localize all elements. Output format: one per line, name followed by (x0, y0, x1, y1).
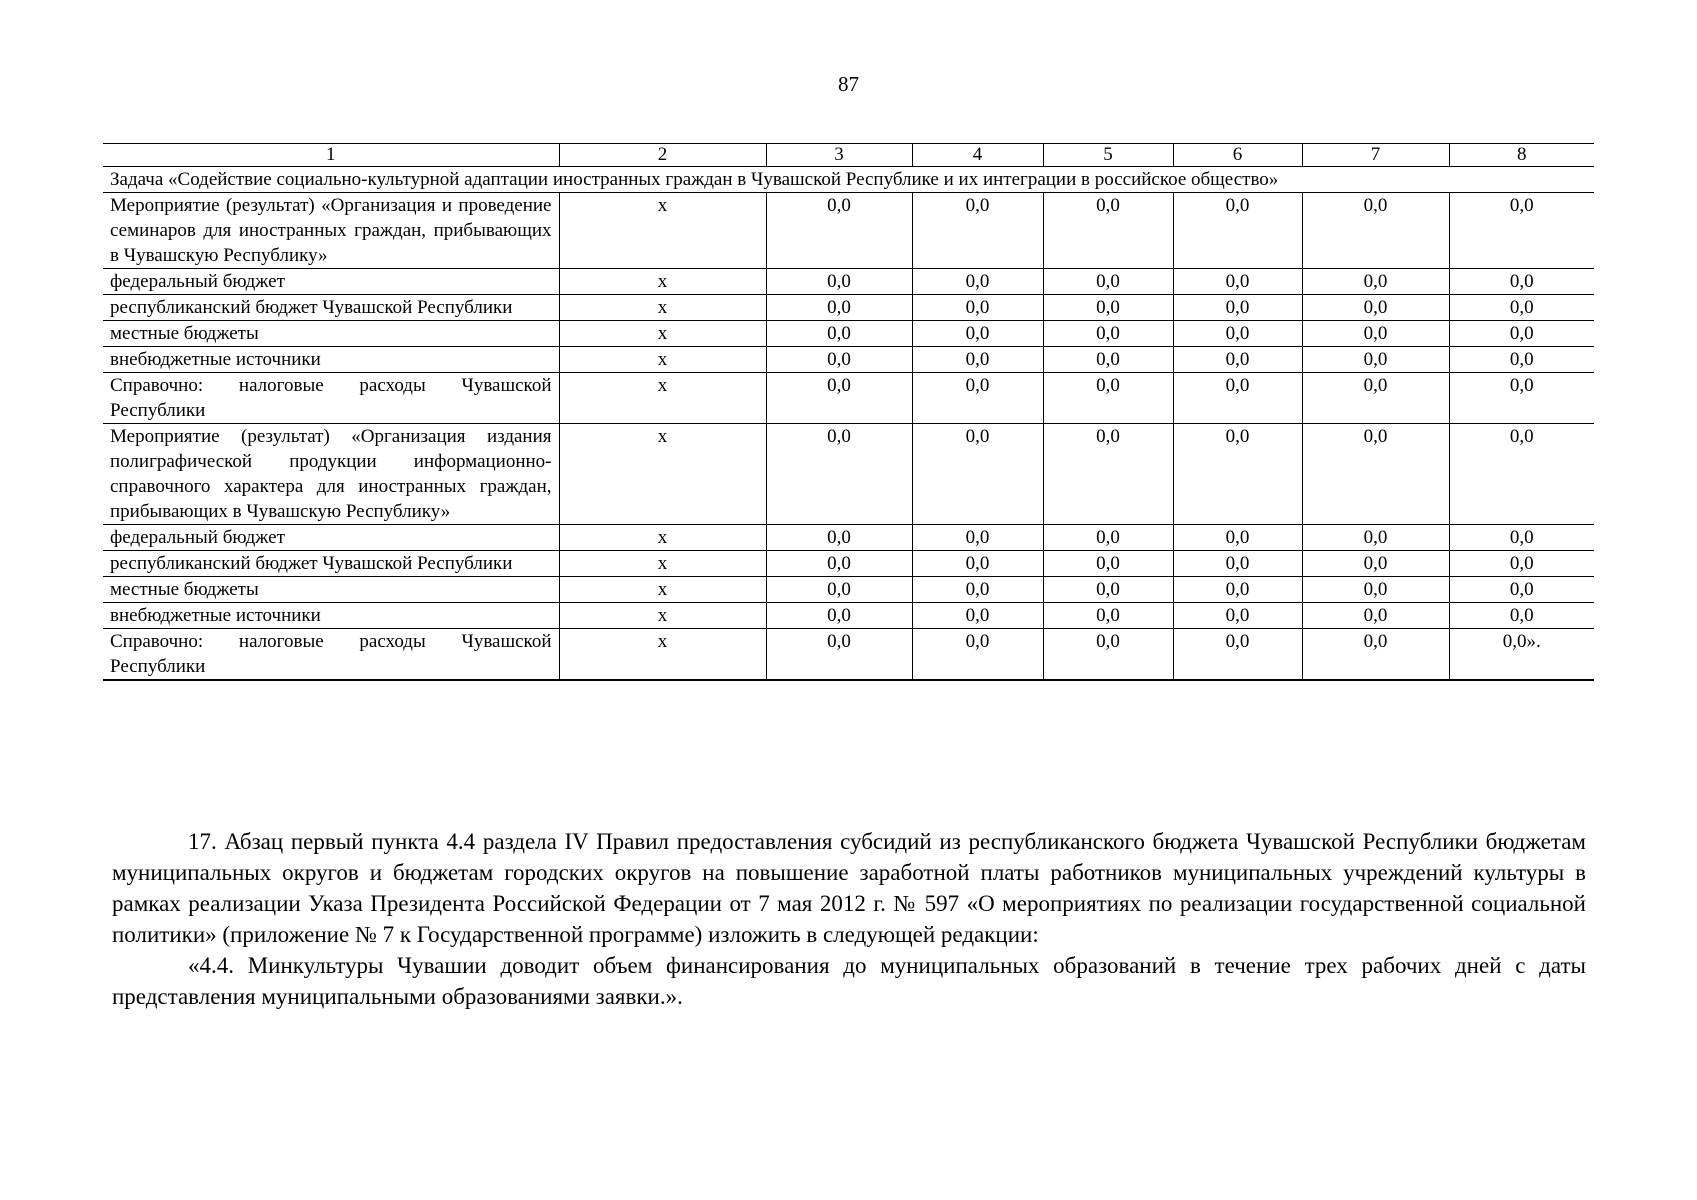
value-cell: 0,0 (1173, 603, 1302, 629)
value-cell: 0,0 (766, 577, 912, 603)
value-cell: 0,0 (1173, 193, 1302, 269)
row-label-cell: федеральный бюджет (103, 269, 559, 295)
table-row (103, 551, 1594, 577)
value-cell: 0,0 (766, 603, 912, 629)
value-cell: x (559, 424, 766, 525)
value-cell: 0,0 (1449, 373, 1594, 424)
table-row (103, 193, 1594, 269)
value-cell: 0,0 (1043, 269, 1173, 295)
value-cell: 0,0 (1173, 373, 1302, 424)
column-header: 5 (1043, 144, 1173, 167)
table-row (103, 603, 1594, 629)
table-row (103, 269, 1594, 295)
value-cell: 0,0 (912, 321, 1043, 347)
value-cell: 0,0 (766, 424, 912, 525)
amendment-text (112, 826, 1586, 1012)
value-cell: 0,0». (1449, 629, 1594, 681)
table-row (103, 347, 1594, 373)
value-cell: 0,0 (912, 347, 1043, 373)
value-cell: 0,0 (1302, 347, 1449, 373)
task-title: Задача «Содействие социально-культурной адаптации иностранных граждан в Чувашской Республике и их интеграции в российское общество» (103, 167, 1594, 193)
row-label-cell: внебюджетные источники (103, 347, 559, 373)
value-cell: 0,0 (766, 193, 912, 269)
column-header-row (103, 144, 1594, 167)
value-cell: 0,0 (912, 577, 1043, 603)
value-cell: 0,0 (1043, 603, 1173, 629)
table-row (103, 629, 1594, 681)
column-header: 4 (912, 144, 1043, 167)
table-row (103, 373, 1594, 424)
paragraph-17: 17. Абзац первый пункта 4.4 раздела IV Правил предоставления субсидий из республиканского бюджета Чувашской Республики бюджетам муниципальных округов и бюджетам городских округов на повышение заработной платы работников муниципальных учреждений культуры в рамках реализации Указа Президента Российской Федерации от 7 мая 2012 г. № 597 «О мероприятиях по реализации государственной социальной политики» (приложение № 7 к Государственной программе) изложить в следующей редакции: (112, 829, 1586, 947)
table-row (103, 525, 1594, 551)
value-cell: 0,0 (1043, 577, 1173, 603)
value-cell: 0,0 (1173, 347, 1302, 373)
budget-table (103, 143, 1594, 681)
row-label-cell: Мероприятие (результат) «Организация и проведение семинаров для иностранных граждан, прибывающих в Чувашскую Республику» (103, 193, 559, 269)
value-cell: 0,0 (1449, 551, 1594, 577)
value-cell: x (559, 603, 766, 629)
value-cell: 0,0 (1043, 373, 1173, 424)
value-cell: 0,0 (1449, 577, 1594, 603)
column-header: 8 (1449, 144, 1594, 167)
value-cell: 0,0 (1173, 629, 1302, 681)
value-cell: 0,0 (1302, 193, 1449, 269)
value-cell: 0,0 (1173, 551, 1302, 577)
value-cell: 0,0 (1173, 424, 1302, 525)
paragraph-4-4: «4.4. Минкультуры Чувашии доводит объем финансирования до муниципальных образований в течение трех рабочих дней с даты представления муниципальными образованиями заявки.». (112, 953, 1586, 1009)
value-cell: 0,0 (1449, 603, 1594, 629)
value-cell: 0,0 (1449, 295, 1594, 321)
column-header: 3 (766, 144, 912, 167)
row-label-cell: местные бюджеты (103, 577, 559, 603)
value-cell: 0,0 (1173, 525, 1302, 551)
value-cell: 0,0 (912, 295, 1043, 321)
value-cell: 0,0 (1302, 321, 1449, 347)
value-cell: 0,0 (1043, 629, 1173, 681)
value-cell: x (559, 193, 766, 269)
row-label-cell: местные бюджеты (103, 321, 559, 347)
value-cell: 0,0 (912, 551, 1043, 577)
value-cell: 0,0 (766, 373, 912, 424)
value-cell: 0,0 (1449, 321, 1594, 347)
value-cell: 0,0 (912, 424, 1043, 525)
table-row (103, 321, 1594, 347)
table-row (103, 295, 1594, 321)
value-cell: 0,0 (766, 629, 912, 681)
value-cell: 0,0 (766, 525, 912, 551)
value-cell: 0,0 (1449, 193, 1594, 269)
value-cell: 0,0 (1302, 525, 1449, 551)
value-cell: 0,0 (1173, 269, 1302, 295)
value-cell: 0,0 (1043, 347, 1173, 373)
value-cell: 0,0 (1449, 424, 1594, 525)
column-header: 7 (1302, 144, 1449, 167)
value-cell: 0,0 (1449, 347, 1594, 373)
value-cell: 0,0 (1302, 373, 1449, 424)
value-cell: 0,0 (912, 629, 1043, 681)
value-cell: x (559, 551, 766, 577)
value-cell: 0,0 (1043, 295, 1173, 321)
value-cell: 0,0 (766, 269, 912, 295)
value-cell: 0,0 (766, 551, 912, 577)
value-cell: x (559, 295, 766, 321)
value-cell: 0,0 (912, 373, 1043, 424)
value-cell: 0,0 (1302, 603, 1449, 629)
value-cell: 0,0 (1173, 321, 1302, 347)
value-cell: x (559, 577, 766, 603)
row-label-cell: Мероприятие (результат) «Организация издания полиграфической продукции информационно-справочного характера для иностранных граждан, прибывающих в Чувашскую Республику» (103, 424, 559, 525)
row-label-cell: Справочно: налоговые расходы Чувашской Республики (103, 373, 559, 424)
table-row (103, 424, 1594, 525)
value-cell: x (559, 269, 766, 295)
value-cell: 0,0 (766, 347, 912, 373)
value-cell: x (559, 347, 766, 373)
value-cell: x (559, 321, 766, 347)
row-label-cell: Справочно: налоговые расходы Чувашской Республики (103, 629, 559, 681)
value-cell: 0,0 (912, 603, 1043, 629)
column-header: 6 (1173, 144, 1302, 167)
value-cell: 0,0 (1302, 551, 1449, 577)
value-cell: 0,0 (1302, 577, 1449, 603)
row-label-cell: федеральный бюджет (103, 525, 559, 551)
row-label-cell: республиканский бюджет Чувашской Республики (103, 551, 559, 577)
table-row (103, 577, 1594, 603)
value-cell: 0,0 (1043, 525, 1173, 551)
value-cell: x (559, 373, 766, 424)
value-cell: 0,0 (1173, 577, 1302, 603)
value-cell: 0,0 (912, 525, 1043, 551)
column-header: 1 (103, 144, 559, 167)
value-cell: 0,0 (766, 321, 912, 347)
value-cell: 0,0 (912, 269, 1043, 295)
value-cell: 0,0 (766, 295, 912, 321)
value-cell: 0,0 (1449, 525, 1594, 551)
value-cell: 0,0 (1043, 551, 1173, 577)
task-row (103, 167, 1594, 193)
value-cell: 0,0 (1043, 193, 1173, 269)
column-header: 2 (559, 144, 766, 167)
value-cell: 0,0 (1449, 269, 1594, 295)
row-label-cell: внебюджетные источники (103, 603, 559, 629)
value-cell: x (559, 525, 766, 551)
page-number: 87 (838, 72, 859, 96)
value-cell: 0,0 (1302, 424, 1449, 525)
row-label-cell: республиканский бюджет Чувашской Республики (103, 295, 559, 321)
value-cell: x (559, 629, 766, 681)
value-cell: 0,0 (1043, 424, 1173, 525)
value-cell: 0,0 (1043, 321, 1173, 347)
value-cell: 0,0 (1302, 269, 1449, 295)
value-cell: 0,0 (912, 193, 1043, 269)
value-cell: 0,0 (1302, 295, 1449, 321)
value-cell: 0,0 (1173, 295, 1302, 321)
value-cell: 0,0 (1302, 629, 1449, 681)
